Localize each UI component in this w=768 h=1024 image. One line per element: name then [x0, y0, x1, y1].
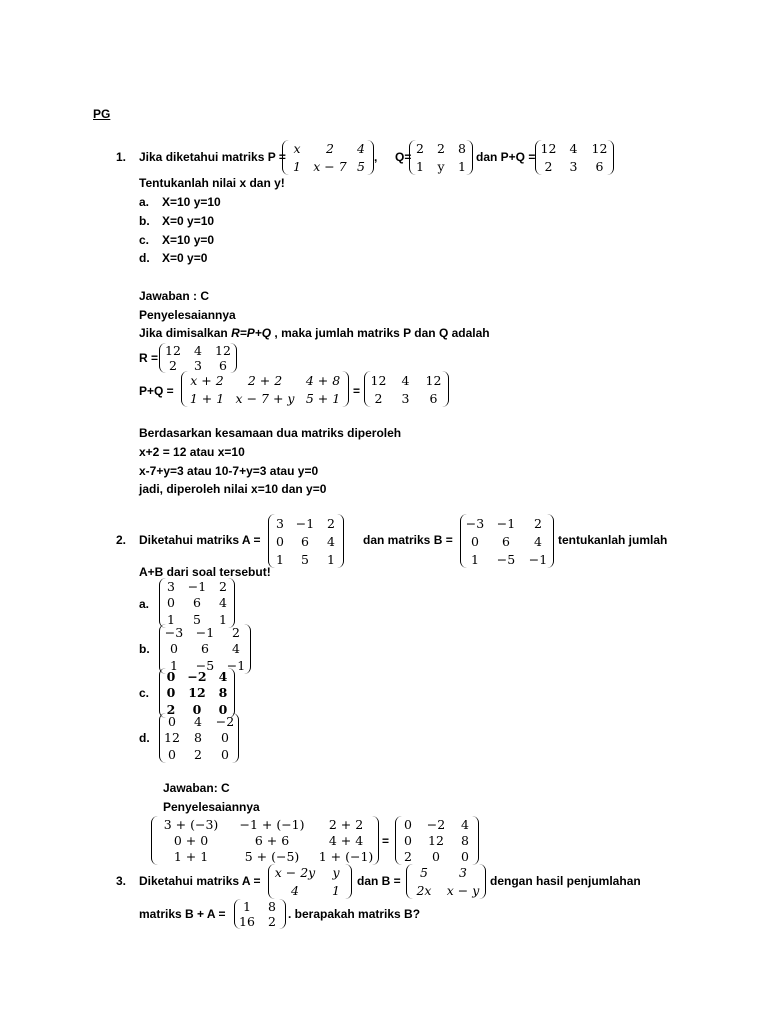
q1-prompt-b: ,: [374, 150, 378, 164]
q2-option-d-matrix-cell-2-0: 0: [168, 747, 176, 763]
q2-matrix-a-cell-1-0: 0: [276, 533, 284, 549]
q1-result-matrix-cell-0-2: 12: [425, 372, 442, 388]
q1-option-a-letter: a.: [139, 195, 150, 209]
q2-result-matrix-cell-2-0: 2: [404, 849, 412, 865]
q3-matrix-ba-cell-1-0: 16: [239, 914, 255, 929]
q3-prompt-c: dengan hasil penjumlahan: [490, 874, 641, 888]
q1-option-b-letter: b.: [139, 214, 150, 228]
q1-step-4: jadi, diperoleh nilai x=10 dan y=0: [139, 482, 327, 496]
q2-sum-matrix-cell-2-2: 1 + (−1): [318, 849, 374, 865]
q2-option-c-matrix-cell-0-2: 4: [218, 668, 228, 684]
q2-option-d-matrix-cell-0-0: 0: [168, 713, 176, 729]
q2-matrix-b-cell-1-0: 0: [471, 533, 479, 549]
q2-option-b-matrix-cell-1-1: 6: [201, 641, 209, 657]
q2-option-d-matrix-cell-1-2: 0: [221, 730, 229, 746]
q2-option-c-matrix-cell-1-1: 12: [188, 685, 206, 701]
q2-option-a-matrix-cell-0-1: −1: [187, 578, 207, 594]
q1-matrix-p-cell-1-2: 5: [357, 158, 365, 174]
q1-matrix-q-cell-0-2: 8: [458, 141, 466, 157]
q2-matrix-a-cell-2-2: 1: [327, 551, 335, 567]
q1-matrix-q-cell-1-1: y: [437, 158, 445, 174]
q2-matrix-b-cell-0-2: 2: [534, 515, 542, 531]
q2-option-c-matrix-cell-2-2: 0: [218, 702, 228, 718]
q1-sum-matrix-cell-1-0: 1 + 1: [189, 390, 225, 406]
q1-matrix-pq-cell-1-2: 6: [595, 158, 604, 174]
q2-option-d-matrix-cell-1-1: 8: [194, 730, 202, 746]
q1-matrix-q-cell-1-2: 1: [458, 158, 466, 174]
q2-prompt-c: tentukanlah jumlah: [558, 533, 668, 547]
q1-matrix-p-cell-0-1: 2: [326, 141, 334, 157]
q1-result-matrix-cell-1-0: 2: [374, 390, 383, 406]
q2-option-c-matrix-cell-2-1: 0: [192, 702, 202, 718]
q2-result-matrix: [395, 816, 479, 865]
q2-matrix-a-cell-0-1: −1: [295, 515, 315, 531]
q2-matrix-b-cell-2-0: 1: [471, 551, 479, 567]
q2-option-a-matrix-cell-1-1: 6: [193, 595, 201, 611]
q2-option-d-matrix-cell-0-2: −2: [215, 713, 235, 729]
q2-matrix-b-cell-1-1: 6: [502, 533, 510, 549]
q3-matrix-b-cell-1-1: x − y: [446, 882, 480, 898]
q2-matrix-b-cell-1-2: 4: [534, 533, 542, 549]
q2-sum-matrix-cell-2-0: 1 + 1: [173, 849, 209, 865]
q1-sum-matrix-cell-0-0: x + 2: [190, 372, 224, 388]
q1-matrix-p-cell-0-2: 4: [357, 141, 365, 157]
q1-r-label: R =: [139, 351, 159, 365]
q2-option-c-matrix-cell-0-1: −2: [187, 668, 207, 684]
q2-answer: Jawaban: C: [163, 781, 230, 795]
q3-matrix-b-cell-0-1: 3: [459, 865, 467, 881]
q1-step-2: x+2 = 12 atau x=10: [139, 445, 245, 459]
q2-matrix-a-cell-0-0: 3: [276, 515, 284, 531]
q3-matrix-a-cell-1-1: 1: [332, 882, 340, 898]
q1-matrix-p-cell-1-0: 1: [293, 158, 301, 174]
q2-result-matrix-cell-1-1: 12: [428, 832, 444, 848]
q2-option-b-matrix-cell-1-2: 4: [232, 641, 240, 657]
q1-sum-matrix-cell-1-1: x − 7 + y: [235, 390, 295, 406]
q2-option-a-matrix-cell-2-2: 1: [219, 612, 227, 628]
q2-result-matrix-cell-0-0: 0: [404, 816, 412, 832]
q3-matrix-b-cell-1-0: 2x: [416, 882, 432, 898]
q1-result-matrix-cell-0-1: 4: [401, 372, 410, 388]
q1-matrix-q-cell-0-1: 2: [437, 141, 445, 157]
q1-matrix-pq-cell-1-0: 2: [544, 158, 553, 174]
q2-option-a-letter: a.: [139, 597, 150, 611]
q2-sum-matrix-cell-1-0: 0 + 0: [173, 832, 209, 848]
q2-option-c-letter: c.: [139, 686, 150, 700]
q2-matrix-a-cell-2-0: 1: [276, 551, 284, 567]
q1-sum-matrix-cell-1-2: 5 + 1: [305, 390, 341, 406]
q1-sum-matrix-cell-0-2: 4 + 8: [305, 372, 341, 388]
q2-option-d-matrix-cell-1-0: 12: [164, 730, 180, 746]
q1-matrix-pq-cell-1-1: 3: [569, 158, 578, 174]
q1-matrix-pq-cell-0-1: 4: [569, 141, 578, 157]
q2-option-b-matrix-cell-2-2: −1: [226, 658, 246, 674]
q3-prompt-a: Diketahui matriks A =: [139, 874, 261, 888]
q2-option-a-matrix-cell-0-2: 2: [219, 578, 227, 594]
q2-option-c-matrix-cell-0-0: 0: [166, 668, 176, 684]
q2-option-c-matrix-cell-1-0: 0: [166, 685, 176, 701]
q2-option-b-matrix: [159, 624, 251, 674]
q1-matrix-r-cell-0-1: 4: [194, 343, 202, 358]
q1-prompt-q: Q=: [395, 150, 412, 164]
q1-matrix-pq-cell-0-2: 12: [591, 141, 608, 157]
q1-option-c: X=10 y=0: [162, 233, 215, 247]
q1-option-d: X=0 y=0: [162, 251, 208, 265]
q1-number: 1.: [116, 150, 127, 164]
q1-option-a: X=10 y=10: [162, 195, 221, 209]
q1-matrix-r-cell-1-2: 6: [219, 358, 227, 373]
q1-matrix-pq: [535, 140, 614, 175]
q2-sum-matrix-cell-0-2: 2 + 2: [328, 816, 364, 832]
q1-instruction: Tentukanlah nilai x dan y!: [139, 176, 285, 190]
section-title: PG: [93, 107, 111, 121]
q1-answer: Jawaban : C: [139, 289, 210, 303]
q1-matrix-q: [409, 140, 473, 175]
q2-option-c-matrix: [159, 668, 235, 718]
q1-matrix-r-cell-0-2: 12: [215, 343, 231, 358]
q2-result-matrix-cell-1-2: 8: [461, 832, 469, 848]
q2-option-a-matrix-cell-2-1: 5: [193, 612, 201, 628]
q2-option-c-matrix-cell-1-2: 8: [218, 685, 228, 701]
q2-option-b-matrix-cell-2-1: −5: [195, 658, 215, 674]
q1-matrix-q-cell-0-0: 2: [416, 141, 424, 157]
q2-option-b-matrix-cell-2-0: 1: [170, 658, 178, 674]
q1-result-matrix-cell-0-0: 12: [370, 372, 387, 388]
q1-matrix-r: [159, 343, 237, 373]
q1-matrix-p-cell-0-0: x: [293, 141, 301, 157]
q2-number: 2.: [116, 533, 127, 547]
q2-equals: =: [382, 834, 390, 848]
q1-option-d-letter: d.: [139, 251, 150, 265]
q1-equals: =: [353, 384, 361, 398]
q1-matrix-p-cell-1-1: x − 7: [313, 158, 347, 174]
q3-matrix-b: [406, 864, 486, 899]
q1-matrix-r-cell-1-1: 3: [194, 358, 202, 373]
q2-option-b-matrix-cell-0-1: −1: [195, 624, 215, 640]
q2-result-matrix-cell-0-1: −2: [426, 816, 446, 832]
q2-sum-matrix-cell-1-1: 6 + 6: [254, 832, 290, 848]
q2-result-matrix-cell-0-2: 4: [461, 816, 469, 832]
q2-matrix-b: [460, 514, 554, 568]
q3-matrix-a-cell-0-0: x − 2y: [274, 865, 316, 881]
q2-result-matrix-cell-1-0: 0: [404, 832, 412, 848]
q2-sum-matrix: [151, 816, 379, 865]
q2-solution-heading: Penyelesaiannya: [163, 800, 260, 814]
q2-result-matrix-cell-2-1: 0: [432, 849, 440, 865]
q3-matrix-a-cell-0-1: y: [332, 865, 340, 881]
q2-option-a-matrix-cell-2-0: 1: [167, 612, 175, 628]
q2-result-matrix-cell-2-2: 0: [461, 849, 469, 865]
q1-matrix-r-cell-0-0: 12: [165, 343, 181, 358]
q3-number: 3.: [116, 874, 127, 888]
q2-sum-matrix-cell-0-1: −1 + (−1): [239, 816, 305, 832]
q1-sum-matrix-cell-0-1: 2 + 2: [247, 372, 283, 388]
q3-prompt-e: . berapakah matriks B?: [288, 907, 421, 921]
q1-solution-line1: Jika dimisalkan R=P+Q , maka jumlah matriks P dan Q adalah: [139, 326, 490, 340]
q1-option-b: X=0 y=10: [162, 214, 215, 228]
q2-sum-matrix-cell-1-2: 4 + 4: [328, 832, 364, 848]
q1-result-matrix-cell-1-2: 6: [429, 390, 438, 406]
q1-result-matrix-cell-1-1: 3: [401, 390, 410, 406]
q2-option-b-matrix-cell-0-2: 2: [232, 624, 240, 640]
q2-prompt-a: Diketahui matriks A =: [139, 533, 261, 547]
q3-matrix-ba: [234, 899, 286, 929]
q2-sum-matrix-cell-0-0: 3 + (−3): [163, 816, 219, 832]
q1-matrix-pq-cell-0-0: 12: [540, 141, 557, 157]
q3-prompt-d: matriks B + A =: [139, 907, 226, 921]
q1-result-matrix: [364, 371, 449, 407]
q2-option-d-matrix: [159, 713, 239, 763]
q2-option-b-letter: b.: [139, 642, 150, 656]
q2-option-d-matrix-cell-0-1: 4: [194, 713, 202, 729]
q1-pq-label: P+Q =: [139, 384, 174, 398]
q1-prompt-c: dan P+Q =: [476, 150, 536, 164]
q1-prompt-a: Jika diketahui matriks P =: [139, 150, 286, 164]
q2-option-d-matrix-cell-2-2: 0: [221, 747, 229, 763]
q2-option-a-matrix-cell-1-2: 4: [219, 595, 227, 611]
q1-step-3: x-7+y=3 atau 10-7+y=3 atau y=0: [139, 464, 319, 478]
q2-matrix-b-cell-2-1: −5: [496, 551, 516, 567]
q2-prompt-d: A+B dari soal tersebut!: [139, 565, 271, 579]
q2-option-a-matrix-cell-1-0: 0: [167, 595, 175, 611]
q2-option-c-matrix-cell-2-0: 2: [166, 702, 176, 718]
q2-prompt-b: dan matriks B =: [363, 533, 453, 547]
q2-matrix-a-cell-2-1: 5: [301, 551, 309, 567]
q2-matrix-a-cell-0-2: 2: [327, 515, 335, 531]
q2-matrix-a-cell-1-2: 4: [327, 533, 335, 549]
q3-matrix-b-cell-0-0: 5: [420, 865, 428, 881]
q2-matrix-a-cell-1-1: 6: [301, 533, 309, 549]
q3-matrix-ba-cell-1-1: 2: [268, 914, 276, 929]
q2-option-b-matrix-cell-0-0: −3: [164, 624, 184, 640]
q2-matrix-b-cell-0-0: −3: [465, 515, 485, 531]
q3-matrix-ba-cell-0-1: 8: [268, 899, 276, 914]
q1-matrix-q-cell-1-0: 1: [416, 158, 424, 174]
q1-step-1: Berdasarkan kesamaan dua matriks diperoleh: [139, 426, 402, 440]
q2-option-b-matrix-cell-1-0: 0: [170, 641, 178, 657]
q2-sum-matrix-cell-2-1: 5 + (−5): [244, 849, 300, 865]
q3-prompt-b: dan B =: [357, 874, 401, 888]
q1-matrix-r-cell-1-0: 2: [169, 358, 177, 373]
q1-solution-heading: Penyelesaiannya: [139, 308, 236, 322]
q2-matrix-b-cell-2-2: −1: [528, 551, 548, 567]
q2-matrix-b-cell-0-1: −1: [496, 515, 516, 531]
q1-matrix-p: [282, 140, 374, 175]
q2-option-d-letter: d.: [139, 731, 150, 745]
q1-sum-matrix: [181, 371, 349, 407]
q3-matrix-ba-cell-0-0: 1: [243, 899, 251, 914]
q3-matrix-a-cell-1-0: 4: [291, 882, 299, 898]
q2-option-a-matrix-cell-0-0: 3: [167, 578, 175, 594]
q3-matrix-a: [268, 864, 352, 899]
q1-option-c-letter: c.: [139, 233, 150, 247]
q2-matrix-a: [268, 514, 344, 568]
q2-option-a-matrix: [159, 578, 235, 628]
q2-option-d-matrix-cell-2-1: 2: [194, 747, 202, 763]
